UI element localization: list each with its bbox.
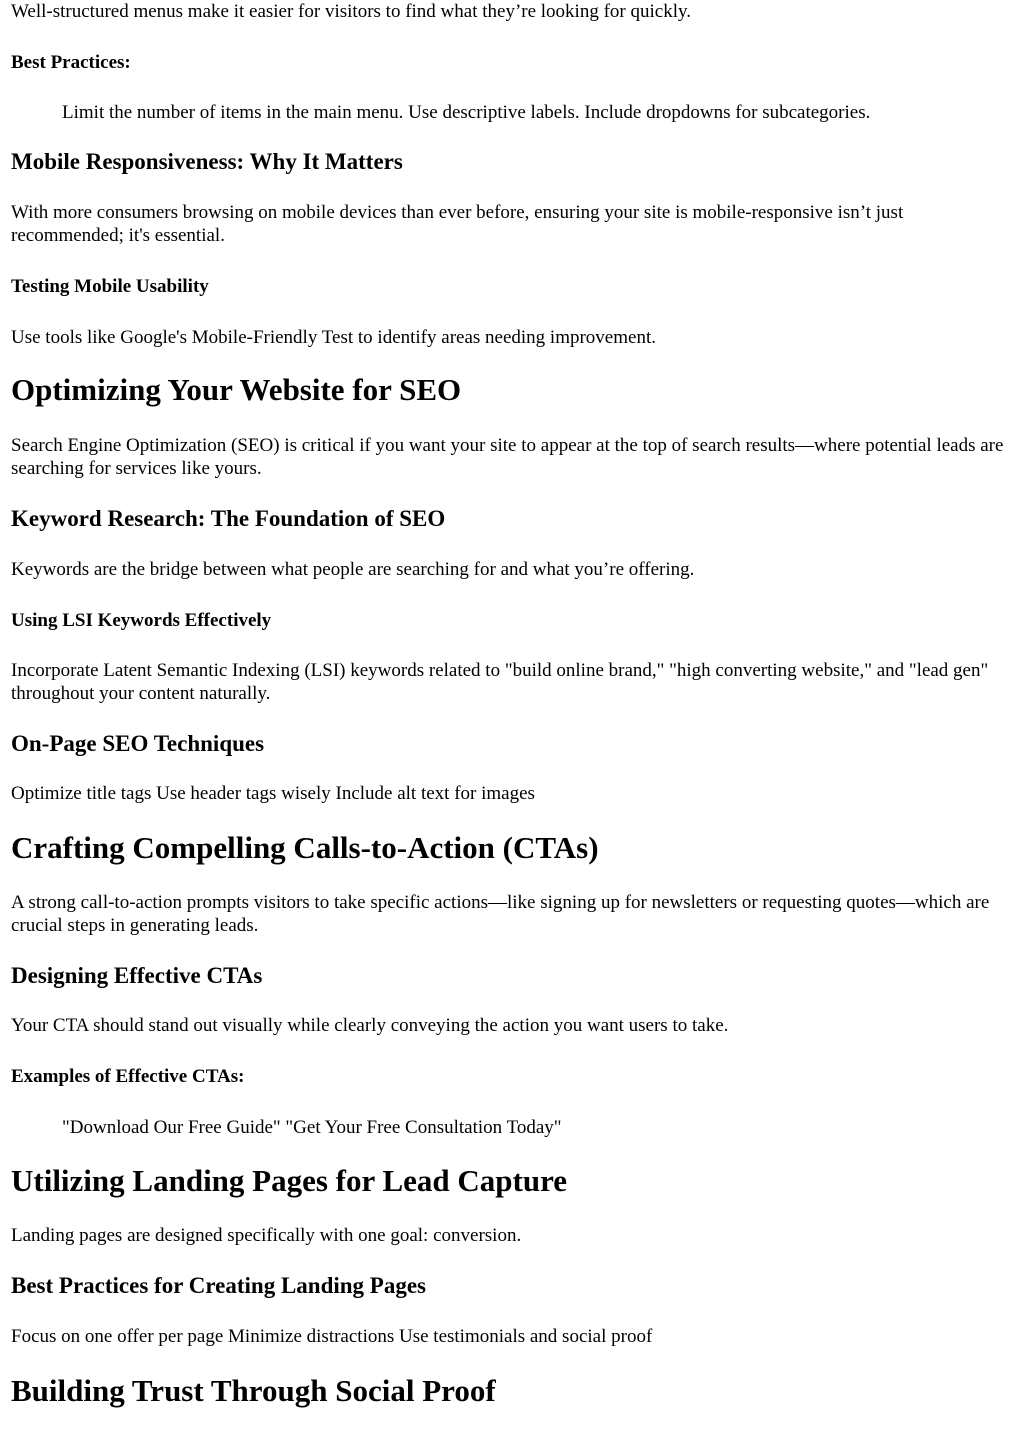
heading-mobile-responsiveness: Mobile Responsiveness: Why It Matters	[11, 149, 403, 174]
paragraph-seo: Search Engine Optimization (SEO) is critical if you want your site to appear at the top of search results—where potential leads are searching for services like yours.	[11, 435, 1004, 479]
paragraph-lsi: Incorporate Latent Semantic Indexing (LSI) keywords related to "build online brand," "high converting website," and "lead gen" throughout your content naturally.	[11, 660, 989, 704]
heading-landing-pages: Utilizing Landing Pages for Lead Capture	[11, 1163, 568, 1198]
paragraph-designing: Your CTA should stand out visually while clearly conveying the action you want users to take.	[11, 1015, 729, 1036]
heading-keyword-research: Keyword Research: The Foundation of SEO	[11, 506, 446, 531]
heading-social-proof: Building Trust Through Social Proof	[11, 1373, 496, 1408]
paragraph-on-page: Optimize title tags Use header tags wisely Include alt text for images	[11, 783, 535, 804]
paragraph-keyword: Keywords are the bridge between what people are searching for and what you’re offering.	[11, 559, 695, 580]
paragraph-landing: Landing pages are designed specifically with one goal: conversion.	[11, 1225, 522, 1246]
heading-optimizing-seo: Optimizing Your Website for SEO	[11, 372, 462, 407]
heading-testing-mobile: Testing Mobile Usability	[11, 276, 209, 297]
paragraph-testing: Use tools like Google's Mobile-Friendly Test to identify areas needing improvement.	[11, 327, 656, 348]
paragraph-mobile: With more consumers browsing on mobile devices than ever before, ensuring your site is mobile-responsive isn’t just recommended; it's essential.	[11, 202, 904, 246]
heading-designing-ctas: Designing Effective CTAs	[11, 963, 263, 988]
heading-lsi-keywords: Using LSI Keywords Effectively	[11, 610, 272, 631]
paragraph-cta: A strong call-to-action prompts visitors to take specific actions—like signing up for newsletters or requesting quotes—which are crucial steps in generating leads.	[11, 892, 990, 936]
heading-crafting-ctas: Crafting Compelling Calls-to-Action (CTAs)	[11, 830, 599, 865]
blockquote-examples: "Download Our Free Guide" "Get Your Free Consultation Today"	[62, 1117, 562, 1138]
heading-on-page-seo: On-Page SEO Techniques	[11, 731, 265, 756]
paragraph-menus: Well-structured menus make it easier for visitors to find what they’re looking for quickly.	[11, 1, 692, 22]
heading-landing-best-practices: Best Practices for Creating Landing Pages	[11, 1273, 427, 1298]
blockquote-best-practices: Limit the number of items in the main menu. Use descriptive labels. Include dropdowns for subcategories.	[62, 102, 871, 123]
heading-examples-ctas: Examples of Effective CTAs:	[11, 1066, 245, 1087]
paragraph-landing-best-practices: Focus on one offer per page Minimize distractions Use testimonials and social proof	[11, 1326, 653, 1347]
heading-best-practices: Best Practices:	[11, 52, 131, 73]
